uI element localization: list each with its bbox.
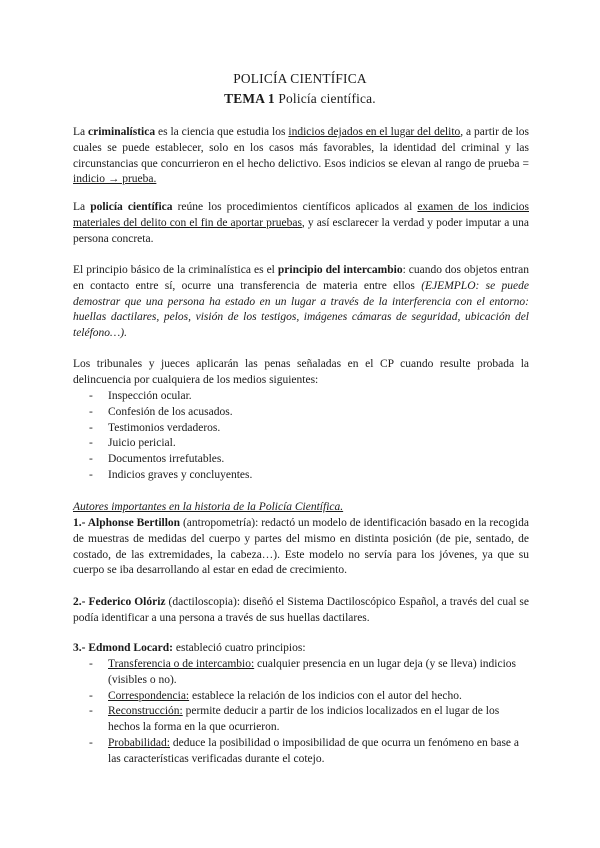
- document-subtitle: [0, 91, 600, 107]
- list-item: [89, 421, 529, 437]
- p4-text: Los tribunales y jueces aplicarán las penas señaladas en el CP cuando resulte probada la delincuencia por cualquiera de los medios siguientes:: [73, 358, 529, 386]
- term-policia-cientifica: policía científica: [90, 201, 173, 213]
- p3-text-a: El principio básico de la criminalística es el: [73, 264, 278, 276]
- list-item-text: Confesión de los acusados.: [108, 405, 233, 418]
- principle-description: permite deducir a partir de los indicios localizados en el lugar de los hechos la forma en la que ocurrieron.: [108, 705, 500, 734]
- list-dash: -: [89, 658, 93, 670]
- p3-example: (EJEMPLO: se puede demostrar que una persona ha estado en un lugar a través de la interferencia con el entorno: huellas dactilares, pelos, visión de los testigos, imágenes cámaras de seguridad, ubicación del teléfono…).: [73, 279, 530, 340]
- list-item-text: Juicio pericial.: [108, 437, 176, 450]
- paragraph-principio-intercambio: [73, 263, 529, 342]
- list-item: [89, 452, 529, 468]
- list-dash: -: [89, 468, 93, 481]
- author-number: 2.-: [73, 596, 89, 608]
- author-bertillon: [73, 516, 529, 579]
- list-dash: -: [89, 705, 93, 718]
- list-item-text: Documentos irrefutables.: [108, 453, 225, 466]
- paragraph-criminalistica: [73, 125, 529, 188]
- list-item: [89, 736, 529, 768]
- p2-text-d: , y así esclarecer la verdad y poder imputar a una persona concreta.: [73, 216, 529, 245]
- list-dash: -: [89, 453, 93, 466]
- list-dash: -: [89, 437, 93, 450]
- author-description: estableció cuatro principios:: [173, 642, 306, 654]
- author-name: Alphonse Bertillon: [87, 517, 181, 529]
- p3-text-c: : cuando dos objetos entran en contacto entre sí, ocurre una transferencia de materia entre ellos: [73, 264, 529, 292]
- author-number: 1.-: [73, 517, 88, 529]
- principle-term: Reconstrucción:: [108, 705, 183, 718]
- medios-prueba-list: [89, 389, 529, 484]
- p1-text-c: es la ciencia que estudia los: [155, 126, 289, 138]
- list-item-text: Inspección ocular.: [108, 390, 192, 402]
- author-description: (dactiloscopia): diseñó el Sistema Dactiloscópico Español, a través del cual se podía identificar a una persona a través de sus huellas dactilares.: [73, 596, 529, 624]
- list-item: [89, 657, 529, 689]
- author-locard: [73, 641, 529, 657]
- list-dash: -: [89, 736, 93, 749]
- term-criminalistica: criminalística: [88, 126, 156, 138]
- paragraph-policia-cientifica: [73, 200, 529, 247]
- list-dash: -: [89, 390, 93, 402]
- list-dash: -: [89, 421, 93, 434]
- subtitle-topic-number: TEMA 1: [224, 91, 275, 106]
- list-item: [89, 689, 529, 705]
- author-name: Federico Olóriz: [88, 596, 166, 608]
- list-item: [89, 704, 529, 736]
- principle-term: Transferencia o de intercambio:: [108, 658, 255, 670]
- list-item: [89, 436, 529, 452]
- p1-underline-prueba: indicio → prueba.: [73, 173, 157, 186]
- p1-text-d: , a partir de los cuales se puede establecer, solo en los casos más favorables, la identidad del criminal y las circunstancias que concurrieron en el hecho delictivo. Esos indicios se elevan al rango de prueba =: [73, 126, 529, 170]
- principle-term: Probabilidad:: [108, 736, 170, 749]
- authors-heading: [73, 500, 529, 516]
- p2-text-c: reúne los procedimientos científicos aplicados al: [172, 201, 418, 213]
- principle-description: deduce la posibilidad o imposibilidad de que ocurra un fenómeno en base a las características verificadas durante el cotejo.: [108, 736, 520, 765]
- document-title: POLICÍA CIENTÍFICA: [233, 71, 367, 86]
- principle-term: Correspondencia:: [108, 689, 190, 702]
- author-description: (antropometría): redactó un modelo de identificación basado en la recogida de muestras de medidas del cuerpo y partes del mismo en distinta posición (de pie, sentado, de costado, de las extremidades, la cabeza…). Este modelo no servía para los jóvenes, ya que su cuerpo se iba desarrollando al estar en edad de crecimiento.: [73, 517, 529, 577]
- list-dash: -: [89, 689, 93, 702]
- paragraph-tribunales: [73, 357, 529, 389]
- subtitle-topic-name: Policía científica.: [274, 91, 376, 106]
- list-item-text: Testimonios verdaderos.: [108, 421, 221, 434]
- authors-heading-text: Autores importantes en la historia de la Policía Científica.: [73, 501, 344, 513]
- locard-principles-list: [89, 657, 529, 768]
- p1-text-a: La: [73, 126, 89, 138]
- list-item: [89, 389, 529, 405]
- list-dash: -: [89, 405, 93, 418]
- list-item-text: Indicios graves y concluyentes.: [108, 468, 253, 481]
- p2-text-a: La: [73, 201, 91, 213]
- list-item: [89, 405, 529, 421]
- list-item: [89, 468, 529, 484]
- author-oloriz: [73, 595, 529, 627]
- principle-description: establece la relación de los indicios con el autor del hecho.: [189, 689, 462, 702]
- principle-description: cualquier presencia en un lugar deja (y se lleva) indicios (visibles o no).: [108, 658, 516, 686]
- author-name: Edmond Locard:: [88, 642, 174, 654]
- author-number: 3.-: [73, 642, 89, 654]
- term-principio-intercambio: principio del intercambio: [277, 264, 403, 276]
- p1-underline-indicios: indicios dejados en el lugar del delito: [288, 126, 461, 138]
- p2-underline-examen: examen de los indicios materiales del delito con el fin de aportar pruebas: [73, 201, 529, 229]
